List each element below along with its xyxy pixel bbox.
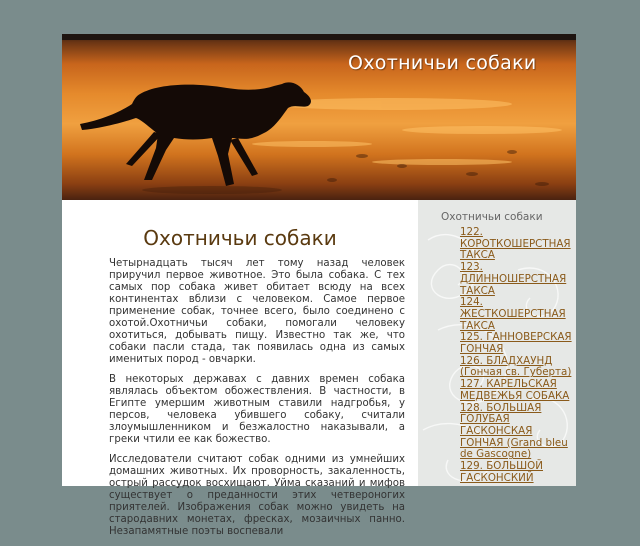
list-item <box>460 262 572 297</box>
article-paragraph: Четырнадцать тысяч лет тому назад человек приручил первое животное. Это была собака. С тех самых пор собака живет обитает всюду на всех континентах вблизи с человеком. Самое первое применение собак, точнее всего, было соединено с охотой.Охотничьи собаки, помогали человеку охотиться, добывать пищу. Известно так же, что собаки пасли стада, так появилась одна из самых именитых пород - овчарки. <box>109 258 405 365</box>
sidebar-title: Охотничьи собаки <box>441 211 543 223</box>
dog-silhouette <box>80 82 311 186</box>
article-body <box>109 258 405 546</box>
page-title: Охотничьи собаки <box>143 226 337 250</box>
list-item <box>460 403 572 462</box>
sidebar-link-list <box>460 227 572 484</box>
sidebar <box>418 200 576 486</box>
article-paragraph: Исследователи считают собак одними из умнейших домашних животных. Их проворность, закаленность, острый рассудок восхищают. Уйма сказаний и мифов существует о преданности этих четвероногих приятелей. Изображения собак можно увидеть на стародавних монетах, фресках, мозаичных панно. Незапамятные поэты воспевали <box>109 454 405 537</box>
breed-link[interactable]: 126. БЛАДХАУНД (Гончая св. Губерта) <box>460 354 572 379</box>
list-item <box>460 379 572 402</box>
main-content <box>62 200 418 537</box>
page-container <box>62 34 576 537</box>
header-banner <box>62 34 576 200</box>
breed-link[interactable]: 127. КАРЕЛЬСКАЯ МЕДВЕЖЬЯ СОБАКА <box>460 378 570 402</box>
breed-link[interactable]: 122. КОРОТКОШЕРСТНАЯ ТАКСА <box>460 226 571 262</box>
list-item <box>460 332 572 355</box>
list-item <box>460 297 572 332</box>
list-item <box>460 227 572 262</box>
breed-link[interactable]: 123. ДЛИННОШЕРСТНАЯ ТАКСА <box>460 261 567 297</box>
breed-link[interactable]: 125. ГАННОВЕРСКАЯ ГОНЧАЯ <box>460 331 572 356</box>
site-title: Охотничьи собаки <box>348 52 537 74</box>
breed-link[interactable]: 124. ЖЕСТКОШЕРСТНАЯ ТАКСА <box>460 296 566 332</box>
list-item <box>460 461 572 484</box>
list-item <box>460 356 572 379</box>
article-paragraph: В некоторых державах с давних времен собака являлась объектом обожествления. В частности, в Египте умершим животным ставили надгробья, у персов, человека убившего собаку, считали злоумышленником и безжалостно наказывали, а греки чтили ее как божество. <box>109 374 405 445</box>
breed-link[interactable]: 128. БОЛЬШАЯ ГОЛУБАЯ ГАСКОНСКАЯ ГОНЧАЯ (Grand bleu de Gascogne) <box>460 401 568 461</box>
breed-link[interactable]: 129. БОЛЬШОЙ ГАСКОНСКИЙ <box>460 460 543 484</box>
